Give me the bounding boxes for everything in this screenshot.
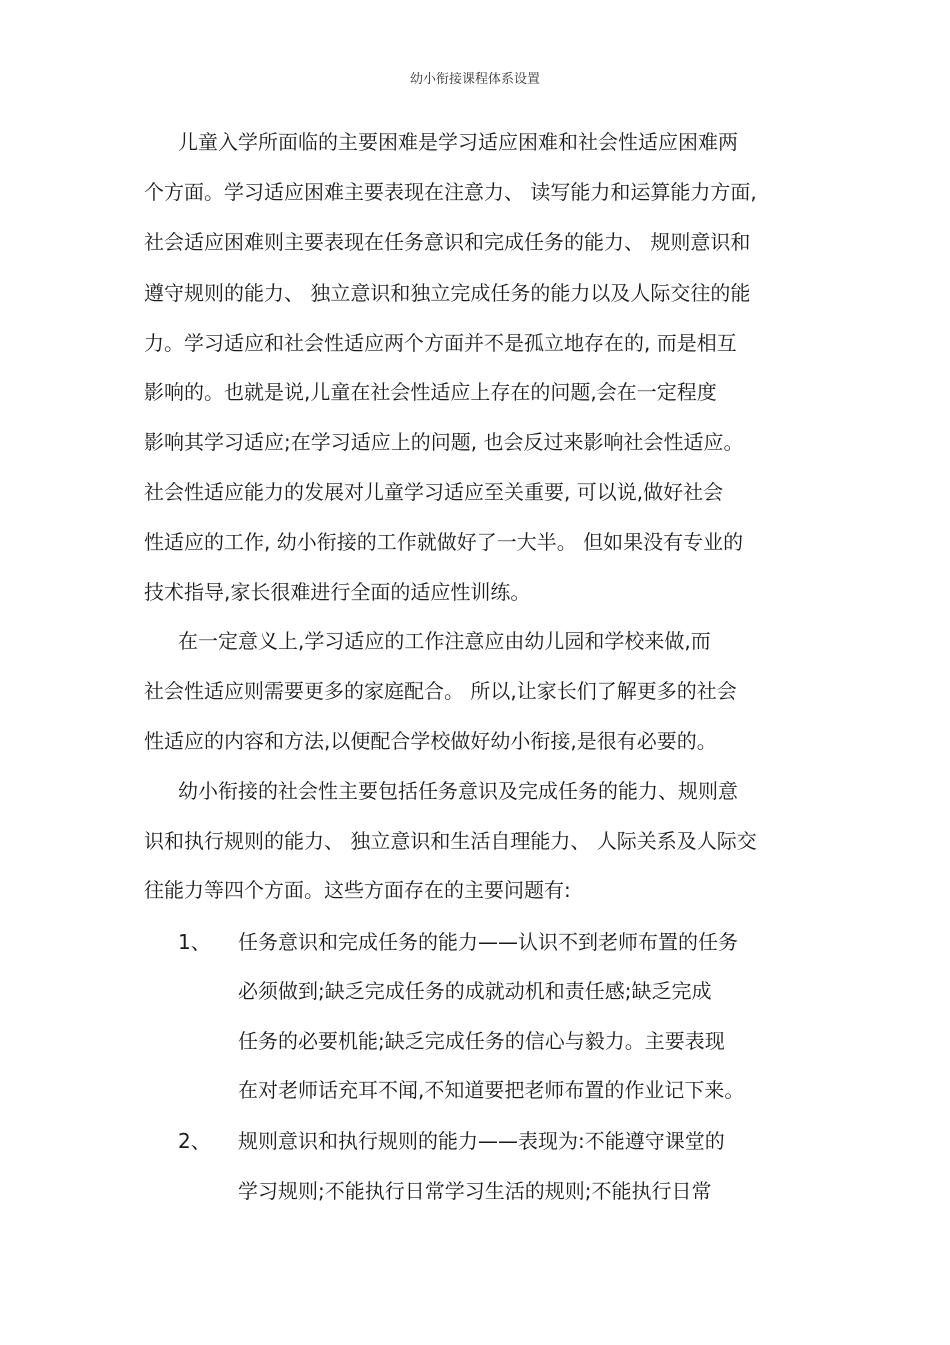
list-item-2-line-2: 学习规则;不能执行日常学习生活的规则;不能执行日常	[238, 1179, 712, 1203]
paragraph-1-line-4: 遵守规则的能力、 独立意识和独立完成任务的能力以及人际交往的能	[144, 281, 751, 305]
paragraph-1-line-10: 技术指导,家长很难进行全面的适应性训练。	[144, 580, 531, 604]
paragraph-1-line-5: 力。学习适应和社会性适应两个方面并不是孤立地存在的, 而是相互	[144, 331, 737, 355]
list-item-1-line-3: 任务的必要机能;缺乏完成任务的信心与毅力。主要表现	[238, 1029, 725, 1053]
list-item-1-line-1: 任务意识和完成任务的能力——认识不到老师布置的任务	[238, 930, 738, 954]
page-header: 幼小衔接课程体系设置	[409, 72, 540, 87]
paragraph-2-line-3: 性适应的内容和方法,以便配合学校做好幼小衔接,是很有必要的。	[144, 729, 717, 753]
paragraph-3-line-1: 幼小衔接的社会性主要包括任务意识及完成任务的能力、规则意	[178, 779, 738, 803]
paragraph-3-line-3: 往能力等四个方面。这些方面存在的主要问题有:	[144, 878, 571, 902]
list-item-number: 2、	[178, 1129, 211, 1153]
paragraph-3-line-2: 识和执行规则的能力、 独立意识和生活自理能力、 人际关系及人际交	[144, 829, 757, 853]
paragraph-1-line-7: 影响其学习适应;在学习适应上的问题, 也会反过来影响社会性适应。	[144, 430, 744, 454]
list-item-number: 1、	[178, 930, 211, 954]
paragraph-1-line-3: 社会适应困难则主要表现在任务意识和完成任务的能力、 规则意识和	[144, 230, 751, 254]
list-item-1-line-2: 必须做到;缺乏完成任务的成就动机和责任感;缺乏完成	[238, 979, 712, 1003]
paragraph-1-line-6: 影响的。也就是说,儿童在社会性适应上存在的问题,会在一定程度	[144, 380, 717, 404]
list-item-1-line-4: 在对老师话充耳不闻,不知道要把老师布置的作业记下来。	[238, 1078, 745, 1102]
paragraph-1-line-1: 儿童入学所面临的主要困难是学习适应困难和社会性适应困难两	[178, 130, 738, 154]
list-item-2-line-1: 规则意识和执行规则的能力——表现为:不能遵守课堂的	[238, 1129, 725, 1153]
paragraph-1-line-9: 性适应的工作, 幼小衔接的工作就做好了一大半。 但如果没有专业的	[144, 530, 744, 554]
paragraph-2-line-1: 在一定意义上,学习适应的工作注意应由幼儿园和学校来做,而	[178, 629, 711, 653]
paragraph-1-line-8: 社会性适应能力的发展对儿童学习适应至关重要, 可以说,做好社会	[144, 480, 724, 504]
paragraph-2-line-2: 社会性适应则需要更多的家庭配合。 所以,让家长们了解更多的社会	[144, 679, 737, 703]
paragraph-1-line-2: 个方面。学习适应困难主要表现在注意力、 读写能力和运算能力方面,	[144, 180, 757, 204]
